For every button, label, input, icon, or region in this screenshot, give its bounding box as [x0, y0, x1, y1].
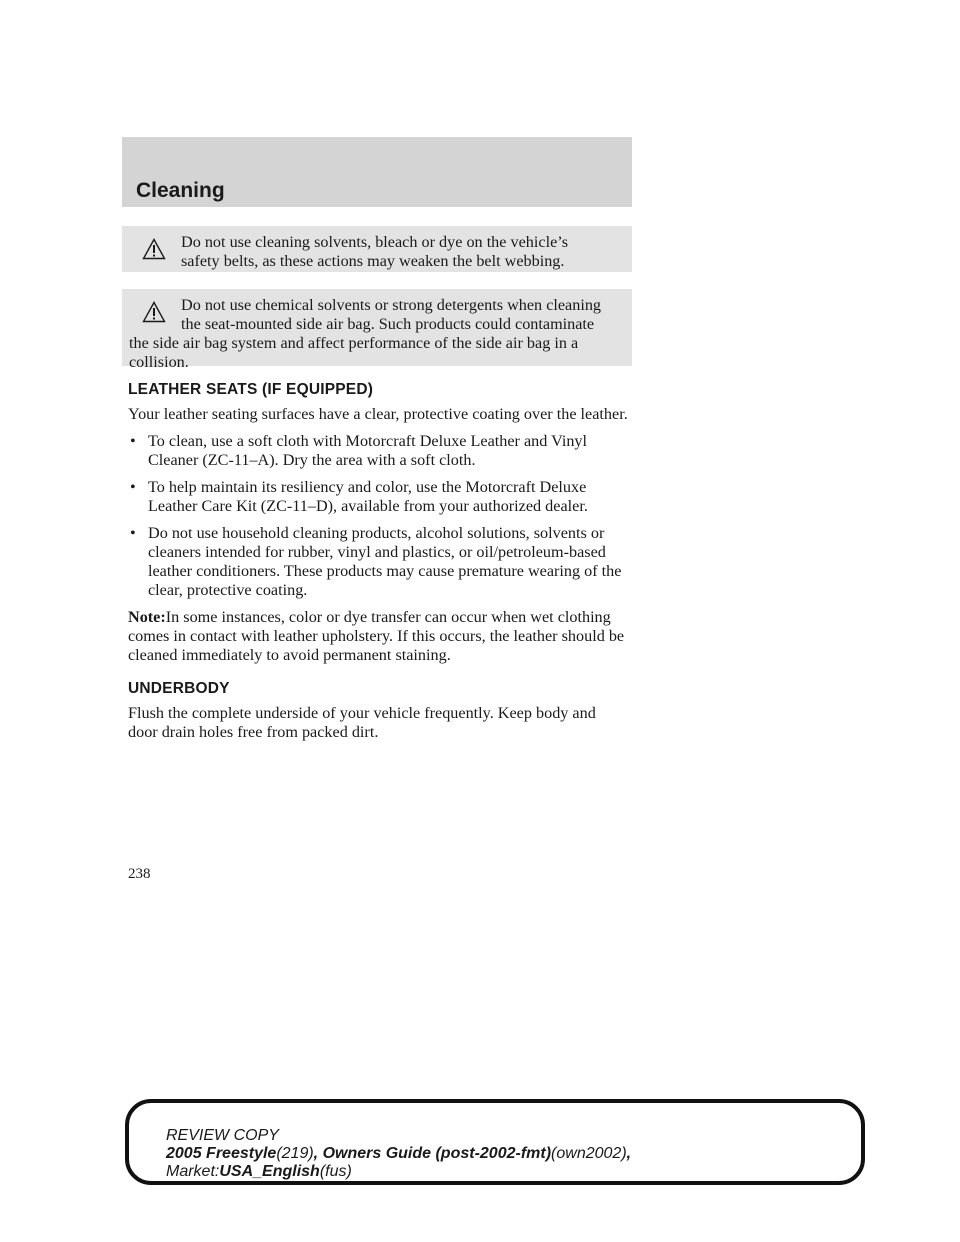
review-copy-label: REVIEW COPY — [166, 1127, 279, 1144]
leather-note — [128, 608, 628, 665]
bullet-icon: • — [130, 432, 136, 450]
underbody-heading: UNDERBODY — [128, 680, 230, 697]
warning-text-line: the seat-mounted side air bag. Such products could contaminate — [181, 315, 595, 333]
bullet-icon: • — [130, 478, 136, 496]
warning-box-safety-belts — [122, 226, 632, 272]
leather-intro: Your leather seating surfaces have a clear, protective coating over the leather. — [128, 405, 628, 423]
leather-seats-heading: LEATHER SEATS (IF EQUIPPED) — [128, 381, 374, 398]
warning-text-line: Do not use chemical solvents or strong detergents when cleaning — [181, 296, 602, 314]
note-label: Note: — [128, 608, 166, 626]
list-item: • To clean, use a soft cloth with Motorcraft Deluxe Leather and Vinyl Cleaner (ZC-11–A). Dry the area with a soft cloth. — [130, 432, 588, 469]
review-model-line: 2005 Freestyle(219), Owners Guide (post-2002-fmt)(own2002), — [166, 1145, 632, 1162]
section-title: Cleaning — [136, 179, 225, 202]
warning-triangle-icon — [142, 238, 166, 260]
section-header-band — [122, 137, 632, 207]
page-number: 238 — [128, 866, 151, 882]
main-content — [128, 380, 628, 750]
bullet-icon: • — [130, 524, 136, 542]
note-text: In some instances, color or dye transfer can occur when wet clothing comes in contact with leather upholstery. If this occurs, the leather should be cleaned immediately to avoid permanent staining. — [128, 608, 625, 664]
review-copy-text — [166, 1127, 631, 1181]
warning-text-line: Do not use cleaning solvents, bleach or dye on the vehicle’s — [181, 233, 569, 251]
warning-text-line: safety belts, as these actions may weaken the belt webbing. — [181, 252, 565, 270]
leather-bullet-list — [128, 432, 628, 600]
review-market-line: Market:USA_English(fus) — [166, 1163, 352, 1180]
warning-triangle-icon — [142, 301, 166, 323]
underbody-text: Flush the complete underside of your vehicle frequently. Keep body and door drain holes free from packed dirt. — [128, 704, 596, 741]
list-item: • To help maintain its resiliency and color, use the Motorcraft Deluxe Leather Care Kit (ZC-11–D), available from your authorized dealer. — [130, 478, 588, 515]
warning-box-side-air-bag — [122, 289, 632, 371]
warning-text-rest: the side air bag system and affect performance of the side air bag in a collision. — [129, 334, 579, 371]
list-item: • Do not use household cleaning products, alcohol solutions, solvents or cleaners intended for rubber, vinyl and plastics, or oil/petroleum-based leather conditioners. These products may cause premature wearing of the clear, protective coating. — [130, 524, 622, 599]
